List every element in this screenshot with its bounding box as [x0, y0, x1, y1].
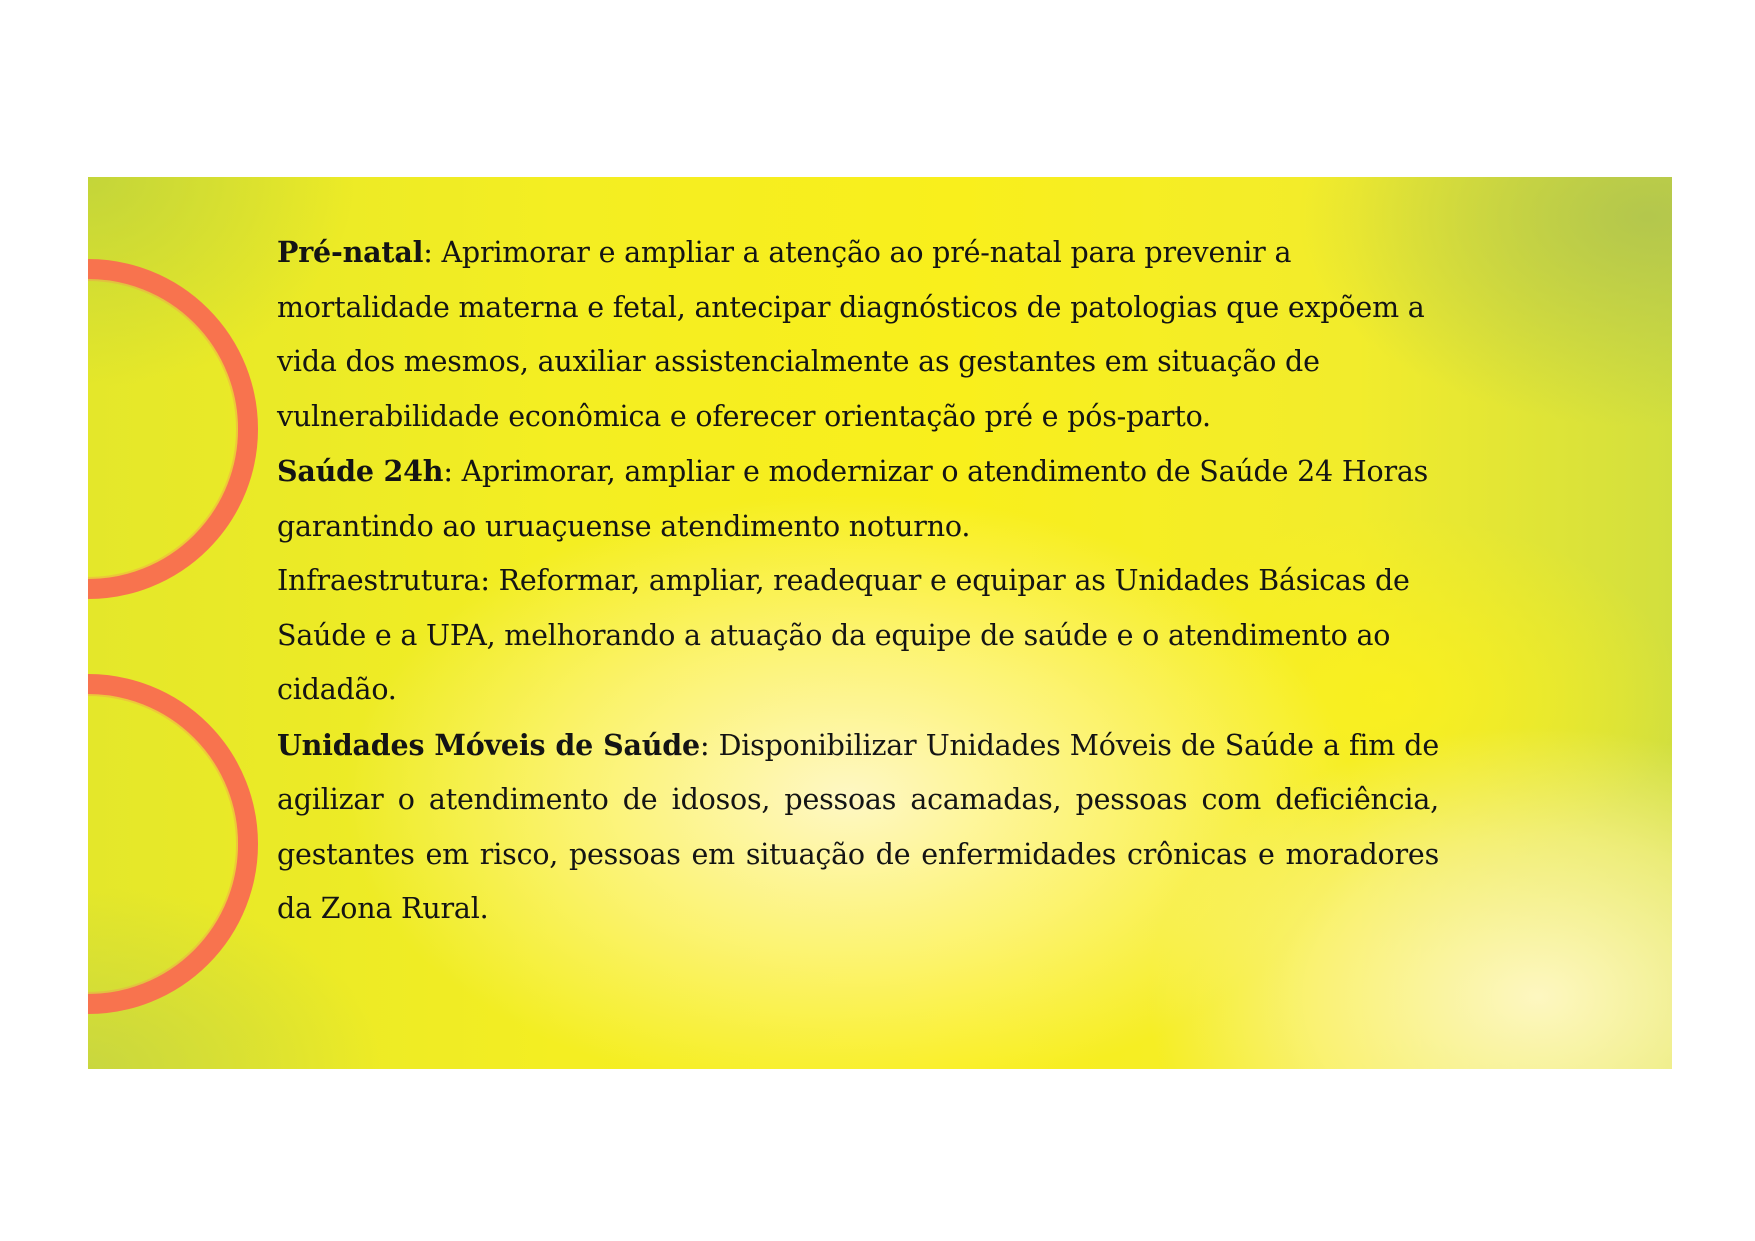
separator: :	[423, 236, 433, 269]
separator: :	[699, 728, 710, 762]
body-unidades-moveis: Disponibilizar Unidades Móveis de Saúde a fim de agilizar o atendimento de idosos, pessoas acamadas, pessoas com deficiência, gestantes em risco, pessoas em situação de enfermidades crônicas e moradores da Zona Rural.	[277, 728, 1439, 925]
decorative-ring-bottom	[88, 674, 258, 1014]
term-pre-natal: Pré-natal	[277, 235, 424, 269]
separator: :	[443, 455, 453, 488]
body-pre-natal: Aprimorar e ampliar a atenção ao pré-natal para prevenir a mortalidade materna e fetal, antecipar diagnósticos de patologias que expõem a vida dos mesmos, auxiliar assistencialmente as gestantes em situação de vulnerabilidade econômica e oferecer orientação pré e pós-parto.	[277, 236, 1425, 433]
yellow-content-panel	[88, 177, 1672, 1069]
paragraph-saude-24h	[277, 444, 1439, 554]
paragraph-pre-natal	[277, 225, 1439, 444]
body-saude-24h: Aprimorar, ampliar e modernizar o atendimento de Saúde 24 Horas garantindo ao uruaçuense atendimento noturno.	[277, 455, 1429, 543]
paragraph-infraestrutura: Infraestrutura: Reformar, ampliar, readequar e equipar as Unidades Básicas de Saúde e a UPA, melhorando a atuação da equipe de saúde e o atendimento ao cidadão.	[277, 564, 1410, 706]
paragraph-unidades-moveis	[277, 718, 1439, 937]
decorative-ring-top	[88, 259, 258, 599]
health-goals-text	[277, 225, 1439, 937]
term-unidades-moveis: Unidades Móveis de Saúde	[277, 727, 700, 762]
term-saude-24h: Saúde 24h	[277, 454, 444, 488]
